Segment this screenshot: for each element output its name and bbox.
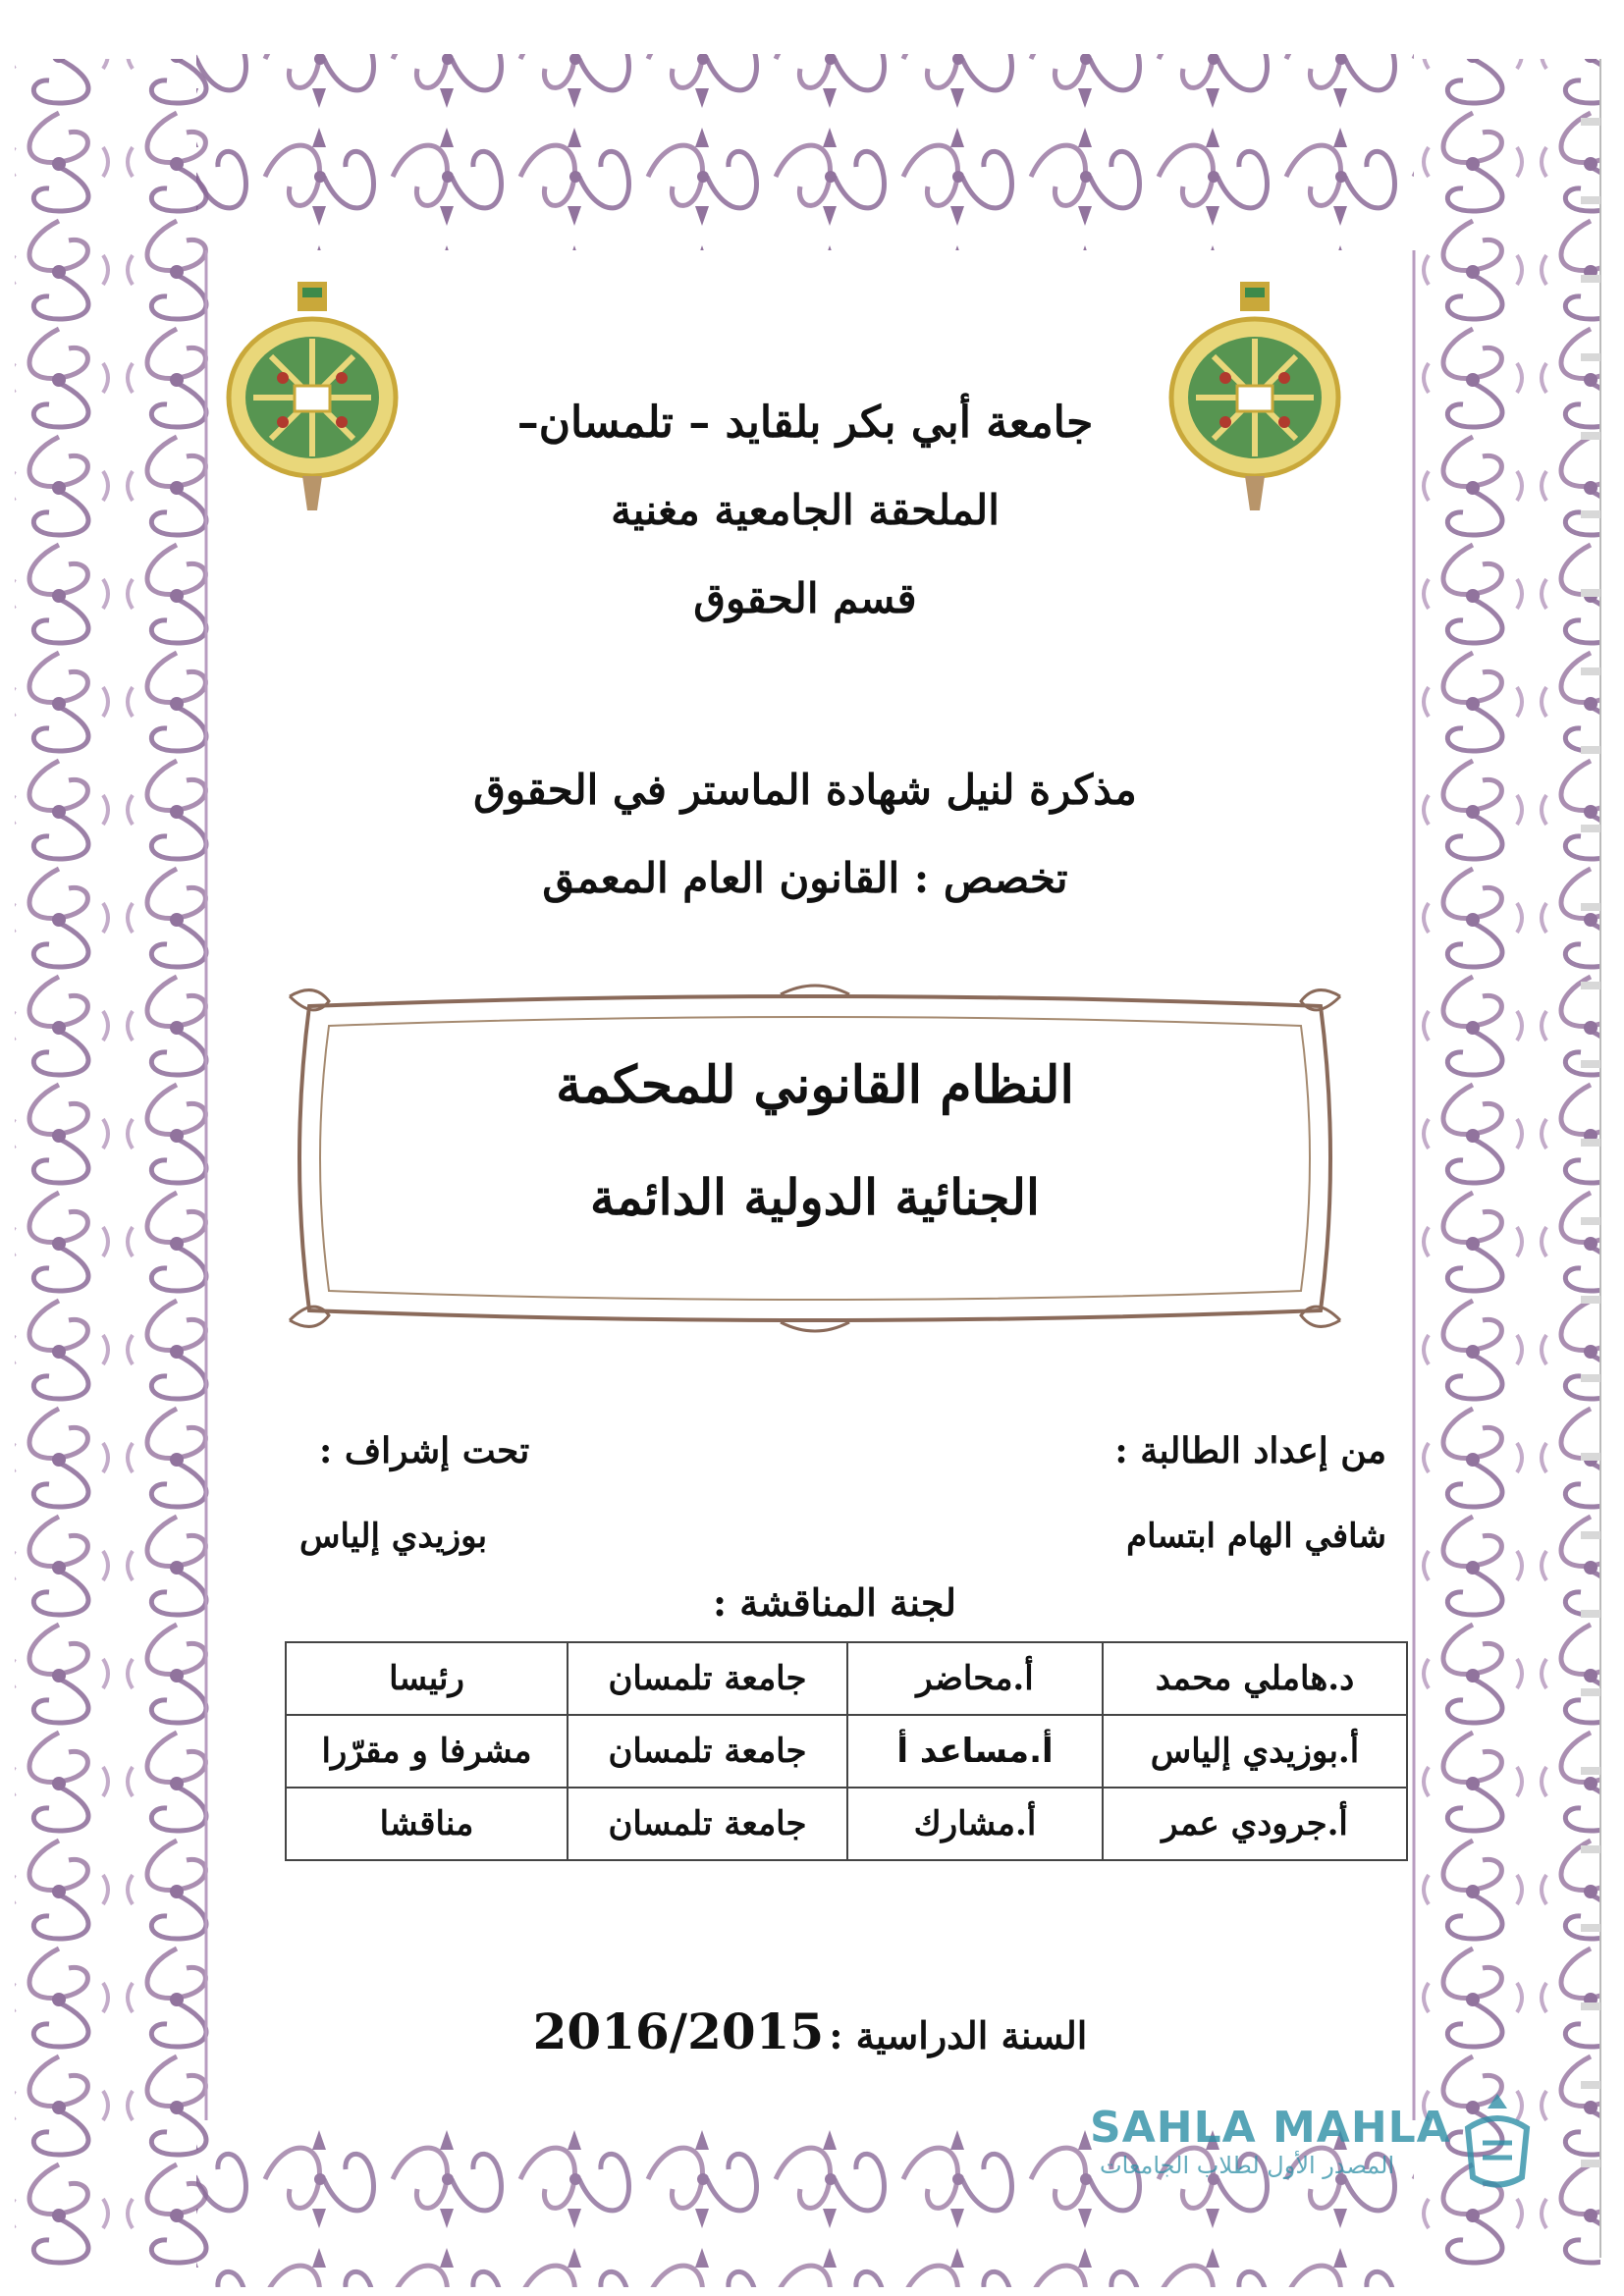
jury-member-institution: جامعة تلمسان xyxy=(568,1642,847,1715)
supervisor-label: تحت إشراف : xyxy=(319,1430,530,1471)
table-row xyxy=(286,1642,1407,1715)
university-annex: الملحقة الجامعية مغنية xyxy=(611,486,1000,534)
committee-label: لجنة المناقشة : xyxy=(712,1580,957,1625)
jury-member-role: مناقشا xyxy=(286,1788,568,1860)
student-label: من إعداد الطالبة : xyxy=(1114,1430,1386,1471)
thesis-title-line1: النظام القانوني للمحكمة xyxy=(556,1055,1074,1115)
jury-member-institution: جامعة تلمسان xyxy=(568,1788,847,1860)
academic-year-label: السنة الدراسية : xyxy=(829,2013,1088,2057)
student-name: شافي الهام ابتسام xyxy=(1126,1517,1386,1556)
thesis-title-line2: الجنائية الدولية الدائمة xyxy=(590,1168,1040,1226)
jury-member-rank: أ.مشارك xyxy=(847,1788,1103,1860)
jury-member-name: د.هاملي محمد xyxy=(1103,1642,1407,1715)
table-row xyxy=(286,1715,1407,1788)
department-name: قسم الحقوق xyxy=(693,574,917,622)
jury-table xyxy=(285,1641,1408,1861)
thesis-specialty: تخصص : القانون العام المعمق xyxy=(542,854,1068,902)
jury-member-role: مشرفا و مقرّرا xyxy=(286,1715,568,1788)
university-emblem-icon xyxy=(1166,280,1343,515)
title-frame xyxy=(270,977,1360,1340)
academic-year-value: 2016/2015 xyxy=(532,2002,825,2060)
academic-year xyxy=(442,2002,1178,2060)
watermark-logo-icon xyxy=(1453,2089,1542,2197)
jury-member-rank: أ.محاضر xyxy=(847,1642,1103,1715)
thesis-purpose: مذكرة لنيل شهادة الماستر في الحقوق xyxy=(473,766,1137,814)
jury-member-name: أ.بوزيدي إلياس xyxy=(1103,1715,1407,1788)
jury-member-name: أ.جرودي عمر xyxy=(1103,1788,1407,1860)
table-row xyxy=(286,1788,1407,1860)
jury-member-institution: جامعة تلمسان xyxy=(568,1715,847,1788)
jury-member-rank: أ.مساعد أ xyxy=(847,1715,1103,1788)
jury-member-role: رئيسا xyxy=(286,1642,568,1715)
watermark-tagline: المصدر الأول لطلاب الجامعات xyxy=(1100,2152,1395,2179)
university-emblem-icon xyxy=(224,280,401,515)
supervisor-name: بوزيدي إلياس xyxy=(299,1517,488,1556)
watermark-brand: SAHLA MAHLA xyxy=(1090,2103,1451,2153)
university-name: جامعة أبي بكر بلقايد – تلمسان– xyxy=(516,398,1094,448)
